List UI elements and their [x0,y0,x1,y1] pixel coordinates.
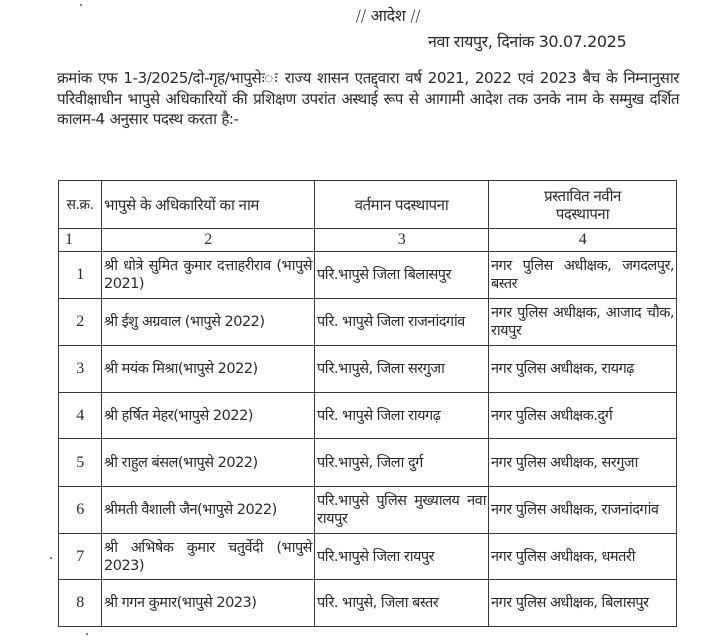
proposed-posting: नगर पुलिस अधीक्षक, आजाद चौक, रायपुर [489,299,677,346]
table-row [59,299,677,346]
table-row [59,393,677,439]
proposed-posting: नगर पुलिस अधीक्षक, राजनांदगांव [489,487,677,534]
proposed-posting: नगर पुलिस अधीक्षक, सरगुजा [489,439,677,487]
officer-name: श्रीमती वैशाली जैन(भापुसे 2022) [102,487,315,534]
proposed-posting: नगर पुलिस अधीक्षक, जगदलपुर, बस्तर [489,252,677,299]
serial-number: 3 [59,346,102,393]
serial-number: 8 [59,580,102,627]
current-posting: परि.भापुसे, जिला दुर्ग [315,439,489,487]
column-number-1: 1 [59,229,102,252]
officer-name: श्री गगन कुमार(भापुसे 2023) [102,580,315,627]
officer-name: श्री हर्षित मेहर(भापुसे 2022) [102,393,315,439]
posting-orders-table [58,180,677,627]
proposed-posting: नगर पुलिस अधीक्षक, बिलासपुर [489,580,677,627]
column-number-3: 3 [315,229,489,252]
scan-speck [80,4,82,6]
table-row [59,580,677,627]
order-intro-paragraph: क्रमांक एफ 1-3/2025/दो-गृह/भापुसेः◌ः राज्य शासन एतद्द्वारा वर्ष 2021, 2022 एवं 2023 बैच के निम्नानुसार परिवीक्षाधीन भापुसे अधिकारियों की प्रशिक्षण उपरांत अस्थाई रूप से आगामी आदेश तक उनके नाम के सम्मुख दर्शित कालम-4 अनुसार पदस्थ करता है:- [57,69,679,128]
current-posting: परि.भापुसे जिला बिलासपुर [315,252,489,299]
column-number-4: 4 [489,229,677,252]
header-officer-name: भापुसे के अधिकारियों का नाम [102,181,315,229]
header-serial-number: स.क्र. [59,181,102,229]
serial-number: 2 [59,299,102,346]
table-row [59,534,677,580]
serial-number: 4 [59,393,102,439]
order-heading: // आदेश // [355,6,421,25]
officer-name: श्री राहुल बंसल(भापुसे 2022) [102,439,315,487]
table-row [59,346,677,393]
current-posting: परि.भापुसे जिला रायपुर [315,534,489,580]
officer-name: श्री धोत्रे सुमित कुमार दत्ताहरीराव (भापुसे 2021) [102,252,315,299]
proposed-posting: नगर पुलिस अधीक्षक.दुर्ग [489,393,677,439]
scan-speck [86,633,88,635]
current-posting: परि. भापुसे जिला राजनांदगांव [315,299,489,346]
scan-speck [50,557,52,559]
serial-number: 6 [59,487,102,534]
table-row [59,252,677,299]
current-posting: परि. भापुसे, जिला बस्तर [315,580,489,627]
place-date-line: नवा रायपुर, दिनांक 30.07.2025 [428,32,627,51]
officer-name: श्री ईशु अग्रवाल (भापुसे 2022) [102,299,315,346]
header-current-posting: वर्तमान पदस्थापना [315,181,489,229]
column-number-row [59,229,677,252]
table-header-row [59,181,677,229]
table-row [59,439,677,487]
serial-number: 1 [59,252,102,299]
table-row [59,487,677,534]
header-proposed-posting: प्रस्तावित नवीन पदस्थापना [489,181,677,229]
serial-number: 5 [59,439,102,487]
proposed-posting: नगर पुलिस अधीक्षक, धमतरी [489,534,677,580]
column-number-2: 2 [102,229,315,252]
serial-number: 7 [59,534,102,580]
current-posting: परि.भापुसे, जिला सरगुजा [315,346,489,393]
officer-name: श्री मयंक मिश्रा(भापुसे 2022) [102,346,315,393]
current-posting: परि.भापुसे पुलिस मुख्यालय नवा रायपुर [315,487,489,534]
officer-name: श्री अभिषेक कुमार चतुर्वेदी (भापुसे 2023) [102,534,315,580]
proposed-posting: नगर पुलिस अधीक्षक, रायगढ़ [489,346,677,393]
current-posting: परि. भापुसे जिला रायगढ़ [315,393,489,439]
